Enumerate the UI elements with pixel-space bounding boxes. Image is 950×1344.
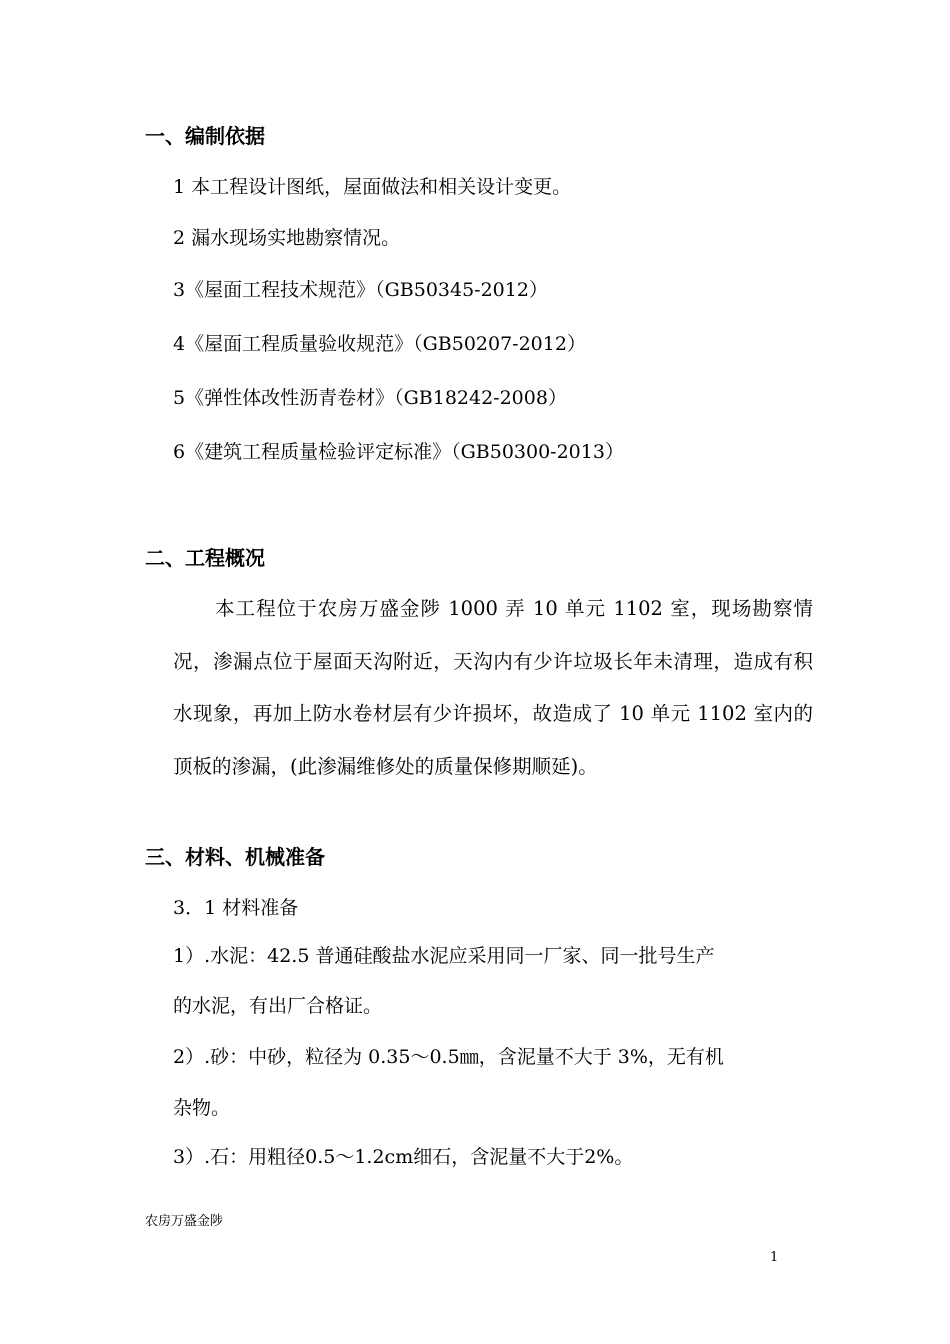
material-item-2-line2: 杂物。 (173, 1097, 231, 1119)
basis-item-2: 2 漏水现场实地勘察情况。 (173, 227, 401, 249)
basis-item-6: 6《建筑工程质量检验评定标准》（GB50300-2013） (173, 441, 624, 463)
material-item-1-line2: 的水泥，有出厂合格证。 (173, 995, 383, 1017)
material-item-3: 3）.石：用粗径0.5～1.2cm细石，含泥量不大于2%。 (173, 1146, 634, 1168)
footer-text: 农房万盛金陟 (145, 1214, 224, 1229)
page-number: 1 (770, 1250, 779, 1265)
basis-item-1: 1 本工程设计图纸，屋面做法和相关设计变更。 (173, 176, 572, 198)
section1-heading: 一、编制依据 (145, 124, 265, 148)
material-item-1-line1: 1）.水泥：42.5 普通硅酸盐水泥应采用同一厂家、同一批号生产 (173, 945, 715, 967)
project-overview-paragraph: 本工程位于农房万盛金陟 1000 弄 10 单元 1102 室，现场勘察情况，渗漏点位于屋面天沟附近，天沟内有少许垃圾长年未清理，造成有积水现象，再加上防水卷材层有少许损坏，故造成了 10 单元 1102 室内的顶板的渗漏，(此渗漏维修处的质量保修期顺延)。 (173, 597, 813, 778)
basis-item-5: 5《弹性体改性沥青卷材》（GB18242-2008） (173, 387, 567, 409)
basis-item-4: 4《屋面工程质量验收规范》（GB50207-2012） (173, 333, 586, 355)
material-prep-subheading: 3．1 材料准备 (173, 897, 299, 919)
basis-item-3: 3《屋面工程技术规范》（GB50345-2012） (173, 279, 548, 301)
section2-heading: 二、工程概况 (145, 546, 265, 570)
material-item-2-line1: 2）.砂：中砂，粒径为 0.35～0.5㎜，含泥量不大于 3%，无有机 (173, 1046, 724, 1068)
section3-heading: 三、材料、机械准备 (145, 845, 325, 869)
